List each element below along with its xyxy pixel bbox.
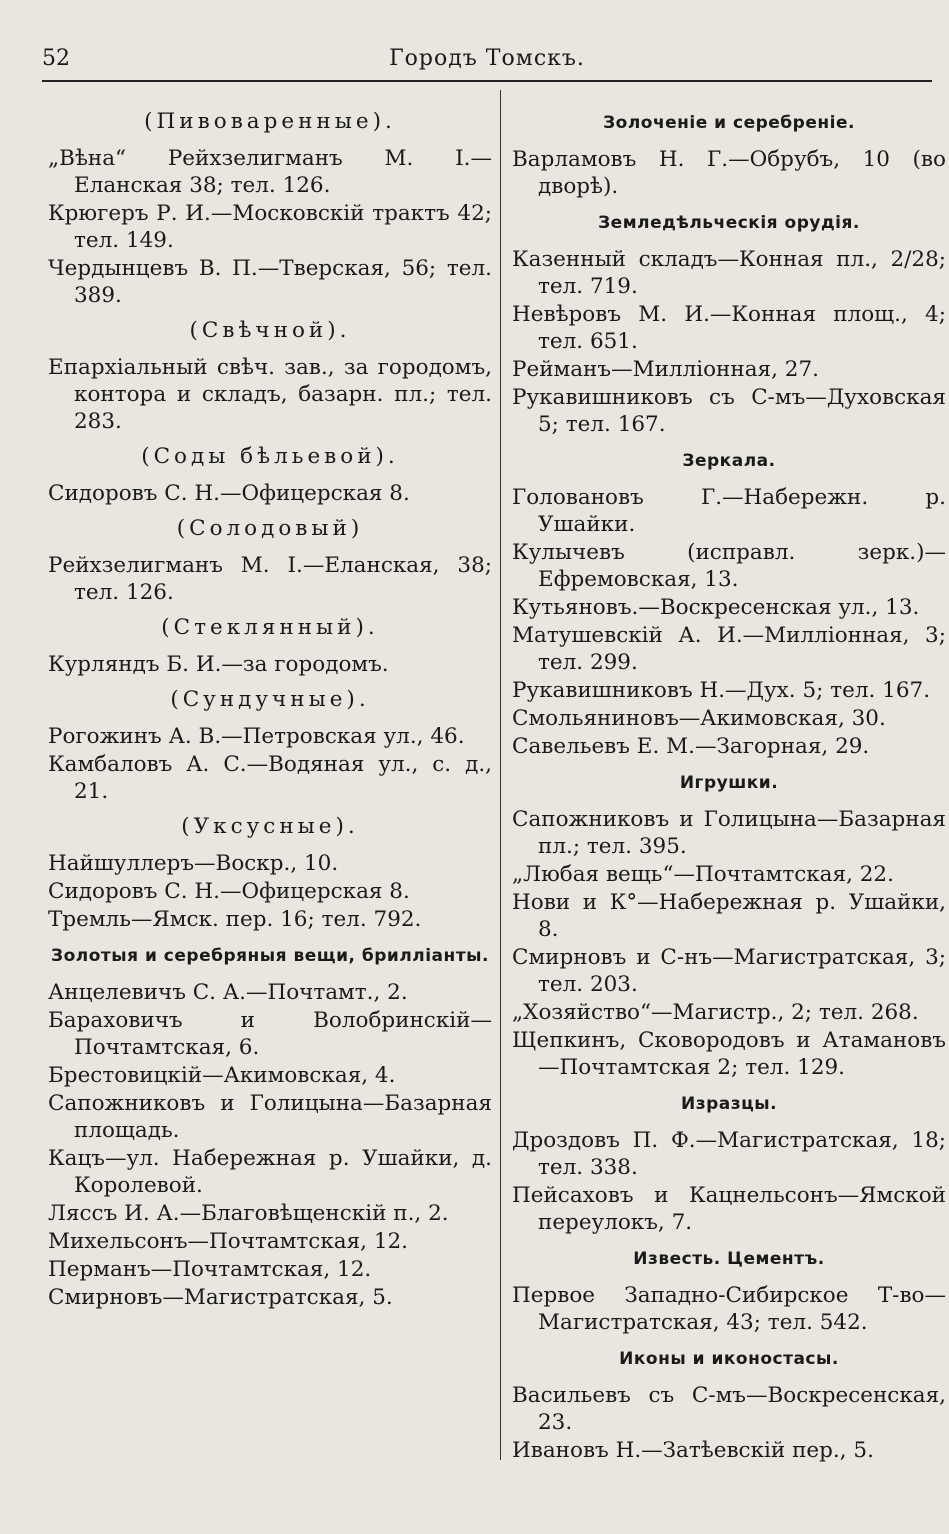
directory-entry: Сапожниковъ и Голицына—Базарная площадь. <box>48 1091 492 1143</box>
section-heading: (Соды бѣльевой). <box>141 444 399 469</box>
directory-entry: „Вѣна“ Рейхзелигманъ М. І.—Еланская 38; тел. 126. <box>48 146 492 198</box>
directory-entry: Нови и К°—Набережная р. Ушайки, 8. <box>512 890 946 942</box>
page-number: 52 <box>42 46 70 71</box>
directory-entry: Рукавишниковъ Н.—Дух. 5; тел. 167. <box>512 678 931 703</box>
directory-entry: Первое Западно-Сибирское Т-во—Магистратская, 43; тел. 542. <box>512 1283 946 1335</box>
directory-entry: Смирновъ и С-нъ—Магистратская, 3; тел. 203. <box>512 945 946 997</box>
section-heading: (Свѣчной). <box>189 318 351 343</box>
section-heading: (Стеклянный). <box>161 615 379 640</box>
section-heading: (Уксусные). <box>181 814 359 839</box>
directory-entry: „Любая вещь“—Почтамтская, 22. <box>512 862 894 887</box>
directory-entry: Ляссъ И. А.—Благовѣщенскій п., 2. <box>48 1201 449 1226</box>
column-divider <box>500 90 501 1460</box>
directory-entry: „Хозяйство“—Магистр., 2; тел. 268. <box>512 1000 919 1025</box>
directory-entry: Сидоровъ С. Н.—Офицерская 8. <box>48 879 410 904</box>
directory-entry: Рогожинъ А. В.—Петровская ул., 46. <box>48 724 465 749</box>
running-title: Городъ Томскъ. <box>389 46 585 71</box>
directory-entry: Рукавишниковъ съ С-мъ—Духовская 5; тел. 167. <box>512 385 946 437</box>
category-heading: Иконы и иконостасы. <box>619 1349 839 1369</box>
directory-entry: Казенный складъ—Конная пл., 2/28; тел. 719. <box>512 247 946 299</box>
directory-entry: Варламовъ Н. Г.—Обрубъ, 10 (во дворѣ). <box>512 147 946 199</box>
directory-entry: Матушевскій А. И.—Милліонная, 3; тел. 299. <box>512 623 946 675</box>
page-header <box>42 46 932 82</box>
left-column <box>48 100 492 1312</box>
directory-entry: Перманъ—Почтамтская, 12. <box>48 1257 372 1282</box>
directory-entry: Савельевъ Е. М.—Загорная, 29. <box>512 734 870 759</box>
directory-entry: Тремль—Ямск. пер. 16; тел. 792. <box>48 907 422 932</box>
directory-entry: Ивановъ Н.—Затѣевскій пер., 5. <box>512 1438 874 1463</box>
directory-entry: Чердынцевъ В. П.—Тверская, 56; тел. 389. <box>48 256 492 308</box>
right-column <box>512 100 946 1465</box>
directory-entry: Смирновъ—Магистратская, 5. <box>48 1285 393 1310</box>
directory-entry: Сидоровъ С. Н.—Офицерская 8. <box>48 481 410 506</box>
directory-entry: Найшуллеръ—Воскр., 10. <box>48 851 339 876</box>
category-heading: Известь. Цементъ. <box>633 1249 825 1269</box>
directory-entry: Кулычевъ (исправл. зерк.)—Ефремовская, 13. <box>512 540 946 592</box>
category-heading: Золотыя и серебряныя вещи, бриллiанты. <box>51 946 489 966</box>
directory-entry: Васильевъ съ С-мъ—Воскресенская, 23. <box>512 1383 946 1435</box>
directory-entry: Анцелевичъ С. А.—Почтамт., 2. <box>48 980 408 1005</box>
directory-entry: Брестовицкій—Акимовская, 4. <box>48 1063 396 1088</box>
category-heading: Изразцы. <box>680 1094 778 1114</box>
directory-entry: Смольяниновъ—Акимовская, 30. <box>512 706 886 731</box>
directory-entry: Курляндъ Б. И.—за городомъ. <box>48 652 389 677</box>
category-heading: Зеркала. <box>682 451 776 471</box>
directory-entry: Камбаловъ А. С.—Водяная ул., с. д., 21. <box>48 752 492 804</box>
directory-entry: Головановъ Г.—Набережн. р. Ушайки. <box>512 485 946 537</box>
directory-entry: Щепкинъ, Сковородовъ и Атамановъ—Почтамтская 2; тел. 129. <box>512 1028 946 1080</box>
directory-entry: Епархіальный свѣч. зав., за городомъ, контора и складъ, базарн. пл.; тел. 283. <box>48 355 492 434</box>
directory-entry: Рейманъ—Милліонная, 27. <box>512 357 819 382</box>
directory-entry: Пейсаховъ и Кацнельсонъ—Ямской переулокъ, 7. <box>512 1183 946 1235</box>
category-heading: Золоченіе и серебреніе. <box>603 113 855 133</box>
directory-entry: Рейхзелигманъ М. І.—Еланская, 38; тел. 126. <box>48 553 492 605</box>
directory-entry: Сапожниковъ и Голицына—Базарная пл.; тел. 395. <box>512 807 946 859</box>
category-heading: Игрушки. <box>679 773 779 793</box>
directory-entry: Кацъ—ул. Набережная р. Ушайки, д. Королевой. <box>48 1146 492 1198</box>
section-heading: (Пивоваренные). <box>144 109 396 134</box>
directory-entry: Дроздовъ П. Ф.—Магистратская, 18; тел. 338. <box>512 1128 946 1180</box>
directory-entry: Кутьяновъ.—Воскресенская ул., 13. <box>512 595 920 620</box>
section-heading: (Сундучные). <box>170 687 370 712</box>
directory-entry: Михельсонъ—Почтамтская, 12. <box>48 1229 409 1254</box>
directory-entry: Бараховичъ и Волобринскій—Почтамтская, 6. <box>48 1008 492 1060</box>
category-heading: Земледѣльческія орудія. <box>598 213 860 233</box>
section-heading: (Солодовый) <box>176 516 364 541</box>
directory-entry: Невѣровъ М. И.—Конная площ., 4; тел. 651. <box>512 302 946 354</box>
directory-entry: Крюгеръ Р. И.—Московскій трактъ 42; тел. 149. <box>48 201 492 253</box>
